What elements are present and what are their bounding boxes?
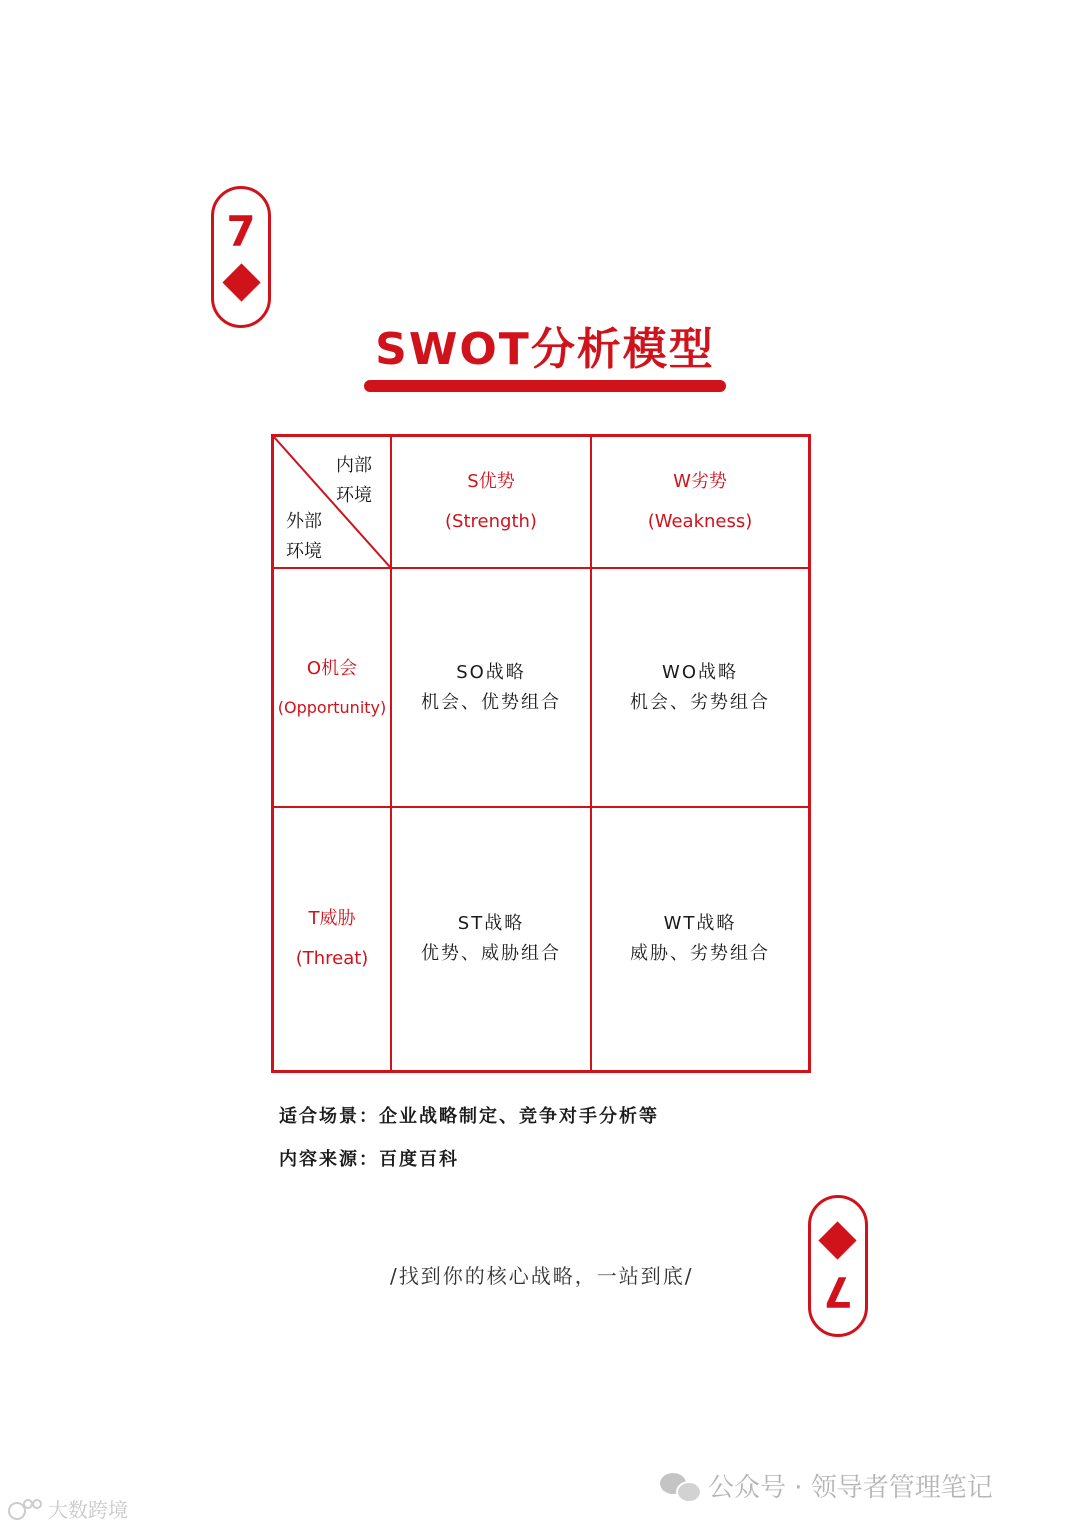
corner-cell — [274, 437, 390, 567]
strategy-title: ST战略 — [457, 913, 525, 934]
watermark-text: 大数跨境 — [48, 1498, 128, 1522]
strategy-title: SO战略 — [456, 661, 526, 683]
wechat-account-watermark — [660, 1467, 993, 1504]
swot-matrix — [271, 434, 811, 1073]
strategy-cell-st — [392, 808, 590, 1070]
corner-label-line: 内部 — [336, 455, 372, 476]
source-text: 内容来源：百度百科 — [279, 1149, 459, 1170]
header-english: (Threat) — [295, 948, 369, 969]
strategy-cell-wo — [592, 569, 808, 806]
header-name: O机会 — [306, 657, 358, 679]
internal-environment-label — [336, 451, 372, 511]
column-header-weakness — [592, 437, 808, 567]
header-english: (Opportunity) — [277, 697, 387, 717]
corner-label-line: 环境 — [336, 485, 372, 506]
card-rank: 7 — [823, 1267, 853, 1316]
header-name: W劣势 — [673, 471, 727, 492]
title-underline — [364, 380, 726, 392]
strategy-cell-wt — [592, 808, 808, 1070]
column-header-strength — [392, 437, 590, 567]
strategy-cell-so — [392, 569, 590, 806]
header-name: S优势 — [467, 471, 515, 492]
bear-paw-icon — [8, 1498, 44, 1520]
card-rank: 7 — [226, 207, 256, 256]
header-english: (Strength) — [445, 511, 537, 532]
corner-label-line: 环境 — [286, 541, 322, 562]
playing-card-corner-bottom — [808, 1195, 868, 1337]
row-header-threat — [274, 808, 390, 1070]
playing-card-corner-top — [211, 186, 271, 328]
page-title: SWOT分析模型 — [375, 324, 715, 375]
watermark-left — [8, 1494, 128, 1523]
wechat-icon — [660, 1471, 700, 1501]
strategy-desc: 机会、优势组合 — [421, 691, 561, 713]
strategy-desc: 机会、劣势组合 — [630, 691, 770, 713]
external-environment-label — [286, 507, 322, 567]
account-name: 公众号 · 领导者管理笔记 — [708, 1473, 993, 1503]
slogan: /找到你的核心战略，一站到底/ — [390, 1264, 694, 1288]
header-name: T威胁 — [308, 908, 356, 929]
diamond-icon — [222, 263, 260, 301]
row-header-opportunity — [274, 569, 390, 806]
header-english: (Weakness) — [647, 511, 753, 532]
diamond-icon — [819, 1221, 857, 1259]
strategy-title: WO战略 — [662, 661, 738, 683]
corner-label-line: 外部 — [286, 511, 322, 532]
scenario-text: 适合场景：企业战略制定、竞争对手分析等 — [279, 1106, 659, 1127]
strategy-title: WT战略 — [663, 913, 737, 934]
strategy-desc: 优势、威胁组合 — [421, 943, 561, 964]
strategy-desc: 威胁、劣势组合 — [630, 943, 770, 964]
